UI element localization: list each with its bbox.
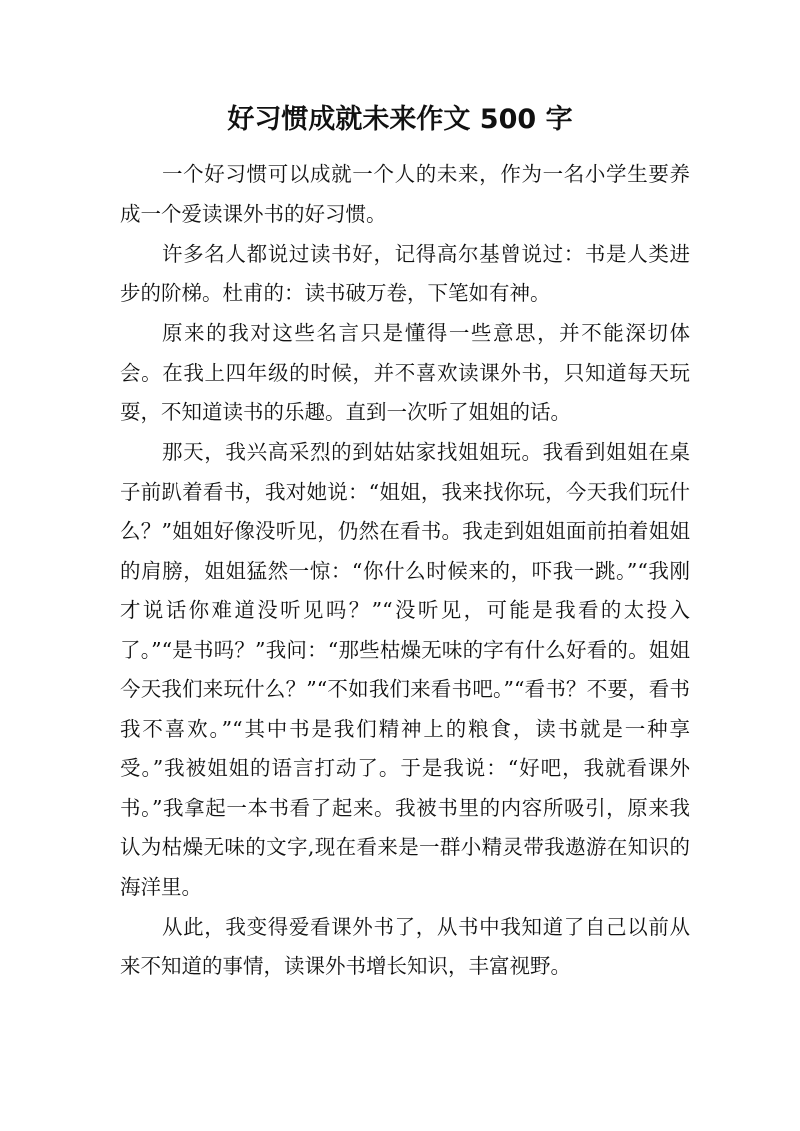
- paragraph: 那天，我兴高采烈的到姑姑家找姐姐玩。我看到姐姐在桌子前趴着看书，我对她说：“姐姐，我来找你玩，今天我们玩什么？”姐姐好像没听见，仍然在看书。我走到姐姐面前拍着姐姐的肩膀，姐姐猛然一惊：“你什么时候来的，吓我一跳。”“我刚才说话你难道没听见吗？”“没听见，可能是我看的太投入了。”“是书吗？”我问：“那些枯燥无味的字有什么好看的。姐姐今天我们来玩什么？”“不如我们来看书吧。”“看书？不要，看书我不喜欢。”“其中书是我们精神上的粮食，读书就是一种享受。”我被姐姐的语言打动了。于是我说：“好吧，我就看课外书。”我拿起一本书看了起来。我被书里的内容所吸引，原来我认为枯燥无味的文字,现在看来是一群小精灵带我遨游在知识的海洋里。: [120, 440, 690, 899]
- document-body: [120, 155, 690, 987]
- document-title: 好习惯成就未来作文 500 字: [227, 104, 573, 135]
- paragraph: 从此，我变得爱看课外书了，从书中我知道了自己以前从来不知道的事情，读课外书增长知识，丰富视野。: [120, 914, 690, 978]
- paragraph: 原来的我对这些名言只是懂得一些意思，并不能深切体会。在我上四年级的时候，并不喜欢读课外书，只知道每天玩耍，不知道读书的乐趣。直到一次听了姐姐的话。: [120, 321, 690, 424]
- paragraph: 许多名人都说过读书好，记得高尔基曾说过：书是人类进步的阶梯。杜甫的：读书破万卷，下笔如有神。: [120, 241, 690, 305]
- paragraph: 一个好习惯可以成就一个人的未来，作为一名小学生要养成一个爱读课外书的好习惯。: [120, 162, 690, 226]
